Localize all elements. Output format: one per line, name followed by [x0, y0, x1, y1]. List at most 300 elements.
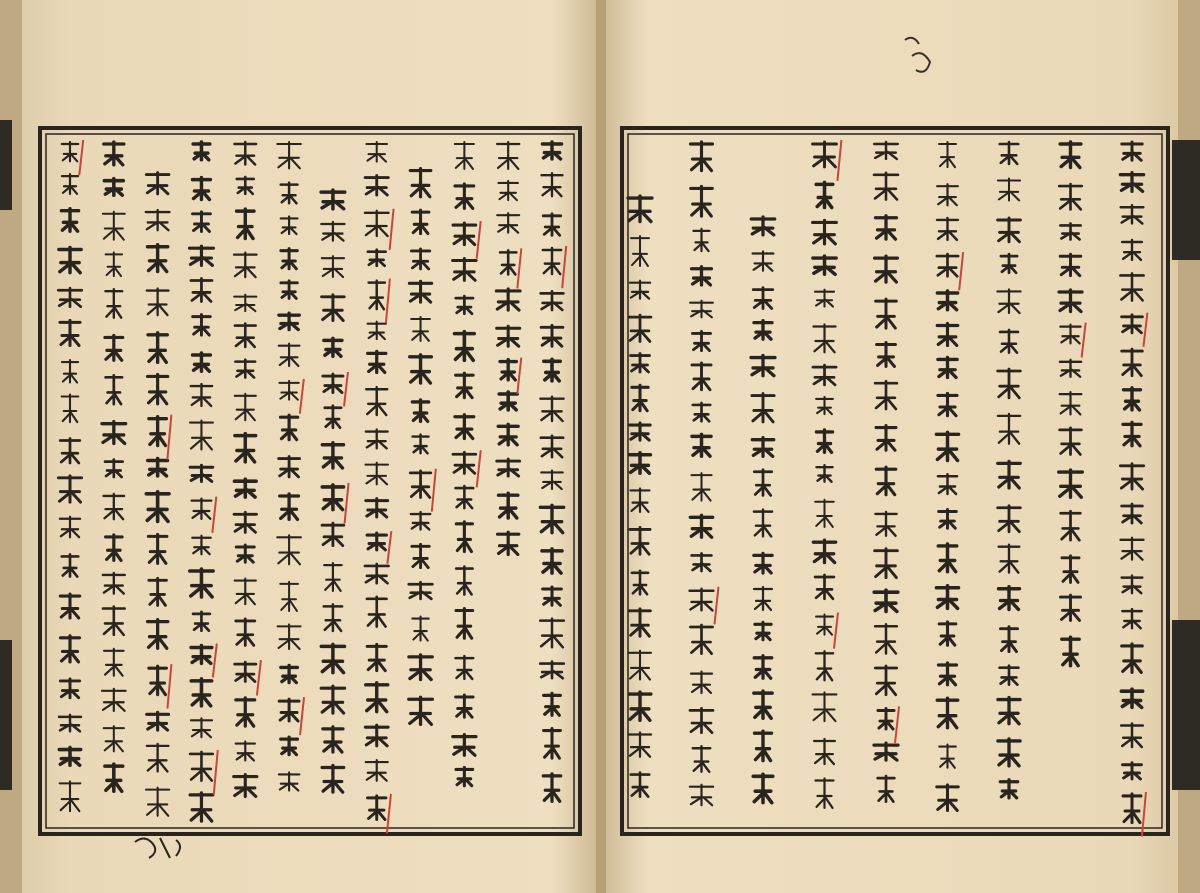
glyph-mark — [366, 683, 388, 712]
glyph-mark — [104, 142, 124, 165]
glyph-mark — [997, 289, 1020, 313]
glyph-mark — [234, 253, 257, 278]
glyph-mark — [875, 666, 896, 695]
glyph-mark — [367, 533, 386, 550]
glyph-mark — [369, 281, 385, 310]
glyph-mark — [1120, 173, 1143, 192]
glyph-mark — [541, 291, 564, 310]
glyph-mark — [938, 357, 957, 377]
glyph-mark — [629, 732, 651, 756]
glyph-mark — [236, 619, 255, 645]
glyph-mark — [367, 644, 386, 670]
left-page-column — [189, 142, 213, 821]
glyph-mark — [937, 785, 958, 811]
glyph-mark — [322, 295, 345, 321]
red-annotation-stroke — [432, 469, 436, 512]
glyph-mark — [1001, 254, 1017, 273]
glyph-mark — [191, 718, 212, 737]
glyph-mark — [193, 315, 211, 336]
glyph-mark — [455, 332, 475, 361]
glyph-mark — [998, 178, 1020, 200]
left-page-column — [146, 173, 170, 816]
red-annotation-stroke — [714, 587, 718, 625]
glyph-mark — [543, 248, 561, 274]
glyph-mark — [105, 289, 122, 317]
glyph-mark — [690, 785, 713, 806]
glyph-mark — [878, 776, 895, 802]
glyph-mark — [874, 590, 898, 611]
red-annotation-stroke — [837, 140, 841, 181]
glyph-mark — [543, 587, 562, 605]
red-annotation-stroke — [477, 221, 481, 259]
glyph-mark — [1120, 538, 1143, 560]
glyph-mark — [541, 325, 563, 346]
red-annotation-stroke — [344, 372, 348, 406]
glyph-mark — [878, 708, 894, 729]
glyph-mark — [62, 554, 78, 576]
glyph-mark — [1059, 184, 1082, 209]
glyph-mark — [874, 173, 898, 200]
glyph-mark — [540, 662, 564, 679]
glyph-mark — [60, 320, 80, 345]
glyph-mark — [190, 793, 213, 821]
glyph-mark — [497, 213, 519, 232]
glyph-mark — [365, 211, 389, 236]
glyph-mark — [149, 666, 167, 694]
left-edge-band-bottom — [0, 640, 12, 790]
glyph-mark — [543, 774, 560, 801]
right-edge-band-top — [1172, 140, 1200, 260]
glyph-mark — [1122, 504, 1143, 523]
glyph-mark — [692, 331, 710, 350]
glyph-mark — [692, 363, 711, 390]
glyph-mark — [147, 712, 169, 730]
glyph-mark — [62, 174, 78, 194]
glyph-mark — [105, 764, 123, 791]
glyph-mark — [323, 374, 343, 392]
glyph-mark — [235, 434, 256, 462]
glyph-mark — [410, 169, 431, 197]
glyph-mark — [937, 291, 957, 310]
glyph-mark — [412, 210, 429, 233]
glyph-mark — [103, 494, 124, 519]
glyph-mark — [105, 335, 123, 360]
glyph-mark — [147, 289, 169, 316]
glyph-mark — [190, 569, 213, 597]
red-annotation-stroke — [257, 660, 261, 695]
glyph-mark — [1122, 142, 1142, 160]
glyph-mark — [191, 279, 212, 302]
glyph-mark — [277, 142, 301, 168]
red-annotation-stroke — [517, 248, 521, 288]
glyph-mark — [321, 222, 344, 241]
glyph-mark — [499, 392, 517, 410]
glyph-mark — [455, 415, 474, 439]
glyph-mark — [814, 739, 835, 764]
glyph-mark — [630, 423, 650, 440]
glyph-mark — [366, 430, 388, 449]
glyph-mark — [691, 672, 712, 693]
glyph-mark — [61, 636, 80, 662]
glyph-mark — [1000, 780, 1017, 798]
glyph-mark — [411, 317, 430, 341]
glyph-mark — [876, 467, 895, 494]
glyph-mark — [365, 176, 388, 195]
glyph-mark — [691, 186, 713, 216]
glyph-mark — [874, 142, 898, 159]
glyph-mark — [413, 435, 429, 454]
glyph-mark — [691, 473, 711, 501]
glyph-mark — [629, 692, 651, 720]
glyph-mark — [234, 142, 256, 165]
glyph-mark — [60, 594, 79, 618]
red-annotation-stroke — [1142, 792, 1146, 837]
glyph-mark — [193, 353, 211, 371]
glyph-mark — [453, 259, 477, 281]
glyph-mark — [498, 532, 519, 554]
glyph-mark — [456, 695, 473, 717]
glyph-mark — [813, 256, 836, 274]
left-page-column — [453, 142, 477, 786]
glyph-mark — [279, 344, 300, 366]
glyph-mark — [630, 453, 651, 474]
glyph-mark — [939, 663, 957, 685]
glyph-mark — [410, 471, 431, 498]
glyph-mark — [755, 622, 771, 639]
glyph-mark — [237, 209, 254, 238]
glyph-mark — [146, 173, 169, 194]
right-page-column — [751, 217, 775, 803]
glyph-mark — [752, 394, 774, 422]
glyph-mark — [412, 544, 429, 567]
glyph-mark — [235, 579, 256, 605]
red-annotation-stroke — [895, 706, 899, 743]
glyph-mark — [148, 534, 167, 563]
glyph-mark — [1062, 637, 1079, 666]
glyph-mark — [937, 218, 958, 240]
glyph-mark — [753, 774, 772, 802]
glyph-mark — [281, 281, 297, 299]
glyph-mark — [368, 796, 386, 820]
glyph-mark — [542, 549, 562, 573]
glyph-mark — [409, 655, 432, 680]
glyph-mark — [939, 622, 956, 645]
glyph-mark — [324, 563, 341, 591]
right-page-column — [628, 196, 652, 797]
glyph-mark — [754, 510, 772, 537]
glyph-mark — [998, 506, 1021, 532]
glyph-mark — [280, 582, 298, 611]
glyph-mark — [324, 604, 342, 630]
right-edge-band-bottom — [1172, 620, 1200, 790]
glyph-mark — [191, 646, 212, 664]
glyph-mark — [103, 606, 125, 634]
glyph-mark — [877, 342, 896, 366]
glyph-mark — [193, 142, 210, 160]
glyph-mark — [102, 422, 126, 444]
glyph-mark — [998, 218, 1021, 242]
glyph-mark — [1060, 360, 1081, 377]
glyph-mark — [324, 338, 342, 356]
glyph-mark — [1000, 666, 1019, 685]
glyph-mark — [409, 697, 433, 724]
glyph-mark — [234, 479, 256, 497]
glyph-mark — [279, 772, 300, 790]
glyph-mark — [543, 214, 560, 236]
glyph-mark — [235, 360, 255, 378]
right-page-column — [1120, 142, 1143, 823]
glyph-mark — [813, 142, 837, 167]
glyph-mark — [149, 417, 166, 446]
glyph-mark — [630, 609, 651, 636]
glyph-mark — [816, 397, 833, 414]
glyph-mark — [1122, 240, 1142, 260]
glyph-mark — [455, 184, 474, 208]
glyph-mark — [813, 692, 837, 721]
glyph-mark — [103, 573, 125, 594]
red-annotation-stroke — [167, 664, 171, 708]
glyph-mark — [234, 512, 256, 532]
glyph-mark — [412, 400, 428, 421]
glyph-mark — [498, 181, 518, 200]
glyph-mark — [755, 731, 772, 760]
glyph-mark — [498, 424, 518, 445]
glyph-mark — [629, 651, 651, 680]
glyph-mark — [455, 656, 473, 679]
left-page-column — [409, 169, 433, 725]
glyph-mark — [60, 781, 81, 811]
glyph-mark — [190, 465, 213, 481]
glyph-mark — [816, 465, 832, 482]
glyph-mark — [497, 459, 520, 476]
glyph-mark — [1060, 428, 1082, 455]
glyph-mark — [500, 250, 516, 274]
glyph-mark — [1060, 325, 1080, 344]
glyph-mark — [754, 321, 772, 340]
glyph-mark — [105, 460, 123, 477]
glyph-mark — [321, 190, 345, 209]
glyph-mark — [322, 443, 343, 468]
glyph-mark — [497, 142, 519, 169]
red-annotation-stroke — [1082, 323, 1086, 358]
glyph-mark — [456, 767, 473, 785]
glyph-mark — [544, 359, 560, 381]
glyph-mark — [875, 256, 898, 282]
glyph-mark — [753, 252, 774, 271]
glyph-mark — [816, 651, 833, 680]
glyph-mark — [1120, 464, 1143, 489]
glyph-mark — [693, 746, 711, 772]
glyph-mark — [191, 679, 211, 706]
glyph-mark — [813, 540, 835, 562]
red-annotation-stroke — [79, 140, 83, 175]
glyph-mark — [544, 729, 561, 759]
glyph-mark — [874, 743, 898, 760]
glyph-mark — [410, 355, 432, 383]
right-page-column — [936, 142, 958, 810]
glyph-mark — [813, 220, 837, 243]
glyph-mark — [409, 281, 431, 302]
glyph-mark — [540, 505, 563, 532]
red-annotation-stroke — [387, 531, 391, 564]
glyph-mark — [752, 438, 773, 457]
glyph-mark — [411, 249, 429, 269]
glyph-mark — [148, 458, 168, 475]
glyph-mark — [939, 142, 956, 167]
glyph-mark — [365, 725, 388, 746]
glyph-mark — [938, 544, 956, 572]
glyph-mark — [939, 745, 956, 768]
glyph-mark — [235, 662, 256, 681]
glyph-mark — [815, 500, 834, 527]
glyph-mark — [235, 324, 256, 347]
glyph-mark — [148, 245, 168, 272]
red-annotation-stroke — [386, 279, 390, 324]
glyph-mark — [630, 281, 650, 299]
glyph-mark — [999, 545, 1020, 573]
glyph-mark — [59, 715, 81, 731]
glyph-mark — [631, 773, 649, 797]
glyph-mark — [544, 693, 561, 715]
glyph-mark — [998, 739, 1020, 766]
glyph-mark — [58, 288, 81, 306]
glyph-mark — [692, 553, 712, 571]
glyph-mark — [279, 313, 299, 329]
glyph-mark — [998, 414, 1020, 444]
handwritten-bottom-mark — [135, 838, 180, 858]
glyph-mark — [754, 587, 772, 610]
glyph-mark — [279, 699, 299, 721]
left-page-column — [277, 142, 301, 791]
glyph-mark — [1121, 723, 1143, 747]
glyph-mark — [60, 517, 80, 537]
glyph-mark — [631, 236, 649, 266]
glyph-mark — [456, 522, 472, 552]
left-page-column — [58, 142, 81, 811]
red-annotation-stroke — [300, 379, 304, 414]
glyph-mark — [813, 324, 835, 352]
glyph-mark — [497, 326, 520, 346]
glyph-mark — [190, 752, 213, 781]
glyph-mark — [236, 545, 254, 562]
glyph-mark — [106, 535, 122, 561]
glyph-mark — [692, 267, 712, 285]
glyph-mark — [456, 486, 474, 508]
red-annotation-stroke — [517, 358, 521, 394]
glyph-mark — [629, 315, 651, 341]
glyph-mark — [499, 493, 518, 518]
glyph-mark — [149, 578, 167, 605]
glyph-mark — [103, 212, 125, 240]
center-gutter — [596, 0, 606, 893]
glyph-mark — [456, 373, 473, 398]
right-page-column — [1059, 142, 1083, 666]
glyph-mark — [366, 142, 387, 162]
glyph-mark — [816, 779, 834, 808]
glyph-mark — [281, 415, 298, 439]
glyph-mark — [192, 212, 210, 232]
glyph-mark — [690, 708, 713, 732]
glyph-mark — [542, 173, 563, 196]
red-annotation-stroke — [390, 209, 394, 250]
glyph-mark — [875, 381, 897, 409]
glyph-mark — [1060, 254, 1081, 275]
glyph-mark — [456, 296, 473, 314]
right-page-column — [874, 142, 898, 802]
glyph-mark — [751, 217, 774, 235]
left-page-text-columns — [58, 142, 564, 821]
glyph-mark — [631, 354, 650, 372]
glyph-mark — [1123, 422, 1141, 445]
glyph-mark — [237, 177, 254, 194]
glyph-mark — [938, 393, 957, 415]
glyph-mark — [540, 397, 563, 421]
glyph-mark — [1000, 142, 1018, 164]
handwritten-top-mark — [905, 38, 930, 72]
glyph-mark — [1062, 556, 1079, 583]
glyph-mark — [1123, 763, 1142, 779]
red-annotation-stroke — [213, 644, 217, 678]
glyph-mark — [147, 744, 169, 772]
left-page-column — [365, 142, 389, 819]
red-annotation-stroke — [834, 613, 838, 649]
glyph-mark — [455, 142, 474, 169]
red-annotation-stroke — [212, 497, 216, 533]
glyph-mark — [937, 254, 958, 276]
glyph-mark — [690, 589, 714, 611]
glyph-mark — [148, 620, 168, 649]
glyph-mark — [998, 369, 1021, 398]
glyph-mark — [631, 488, 650, 511]
glyph-mark — [104, 649, 124, 676]
glyph-mark — [62, 360, 78, 382]
glyph-mark — [234, 295, 256, 311]
red-annotation-stroke — [959, 252, 963, 290]
glyph-mark — [322, 485, 343, 510]
glyph-mark — [59, 748, 80, 766]
glyph-mark — [368, 351, 386, 372]
glyph-mark — [192, 178, 210, 200]
glyph-mark — [453, 735, 476, 756]
glyph-mark — [60, 438, 80, 463]
glyph-mark — [496, 289, 520, 310]
left-edge-band-top — [0, 120, 12, 210]
glyph-mark — [453, 223, 476, 245]
glyph-mark — [281, 183, 298, 204]
glyph-mark — [1120, 273, 1143, 300]
glyph-mark — [366, 760, 388, 781]
glyph-mark — [998, 461, 1020, 488]
glyph-mark — [106, 375, 122, 404]
glyph-mark — [146, 492, 169, 522]
glyph-mark — [1122, 349, 1143, 376]
glyph-mark — [998, 698, 1020, 724]
glyph-mark — [875, 624, 897, 653]
glyph-mark — [236, 742, 255, 761]
glyph-mark — [876, 299, 897, 328]
right-page-column — [997, 142, 1020, 798]
glyph-mark — [628, 196, 652, 222]
glyph-mark — [690, 515, 712, 537]
glyph-mark — [1060, 223, 1080, 239]
glyph-mark — [411, 512, 430, 529]
glyph-mark — [279, 457, 300, 477]
glyph-mark — [365, 564, 389, 583]
glyph-mark — [693, 229, 709, 251]
glyph-mark — [632, 571, 648, 594]
glyph-mark — [366, 499, 388, 517]
glyph-mark — [281, 216, 298, 234]
